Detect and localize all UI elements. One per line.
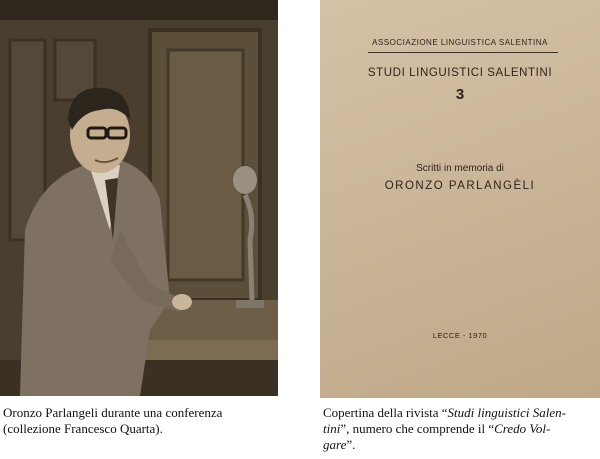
left-caption-line1: Oronzo Parlangeli durante una conferenza [3,405,223,420]
journal-cover [320,0,600,398]
right-caption-title-a: Studi linguistici Salen- [447,405,566,420]
right-caption-part2: ”, numero che comprende il “ [340,421,495,436]
left-caption-line2: (collezione Francesco Quarta). [3,421,163,436]
cover-divider [368,52,558,53]
left-caption [3,405,278,437]
cover-series-title: STUDI LINGUISTICI SALENTINI [367,67,553,79]
speaker-photograph [0,0,278,396]
cover-dedication: Scritti in memoria di [416,163,504,174]
cover-honoree: ORONZO PARLANGÈLI [384,180,536,192]
right-caption [323,405,598,453]
right-caption-part1: Copertina della rivista “ [323,405,448,420]
cover-place-year: LECCE - 1970 [432,331,488,340]
journal-cover-photograph [320,0,600,398]
speaker-photo-illustration [0,0,278,396]
right-caption-title-b: tini [323,421,341,436]
right-caption-credo-b: gare [323,437,347,452]
right-caption-part3: ”. [346,437,356,452]
cover-issue-number: 3 [455,86,465,103]
cover-association: ASSOCIAZIONE LINGUISTICA SALENTINA [372,38,548,47]
right-caption-credo-a: Credo Vol- [494,421,551,436]
